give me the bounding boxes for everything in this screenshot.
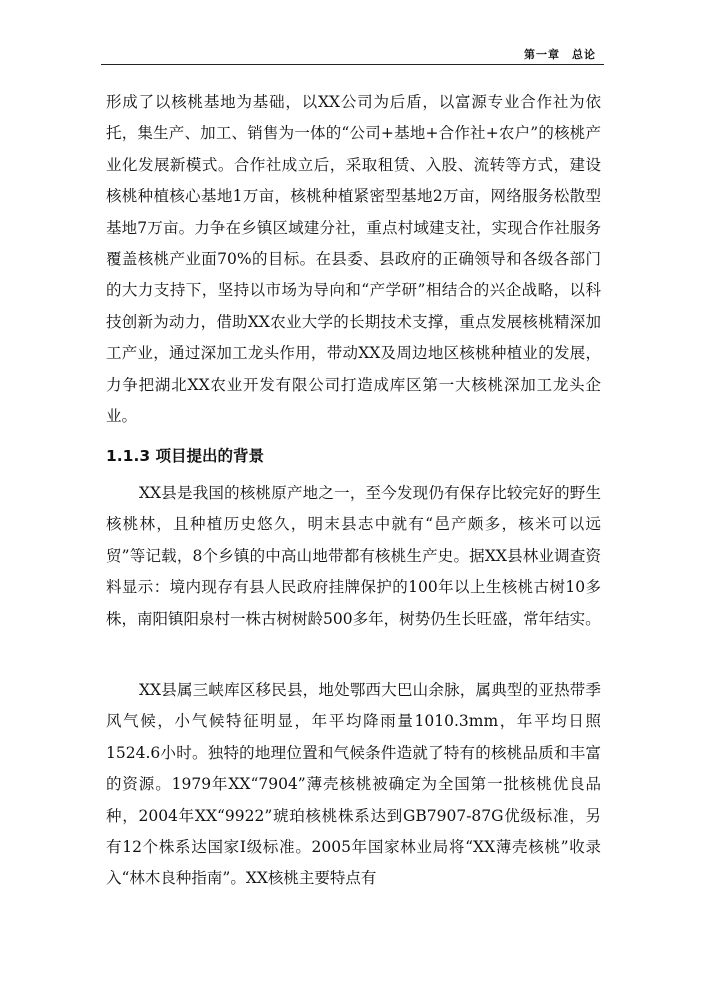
running-header: 第一章 总论 bbox=[524, 48, 596, 61]
section-heading: 1.1.3 项目提出的背景 bbox=[106, 447, 265, 465]
paragraph-climate: XX县属三峡库区移民县，地处鄂西大巴山余脉，属典型的亚热带季风气候，小气候特征明显，年平均降雨量1010.3mm，年平均日照1524.6小时。独特的地理位置和气候条件造就了特有的核桃品质和丰富的资源。1979年XX“7904”薄壳核桃被确定为全国第一批核桃优良品种，2004年XX“9922”琥珀核桃株系达到GB7907-87G优级标准，另有12个株系达国家Ⅰ级标准。2005年国家林业局将“XX薄壳核桃”收录入“林木良种指南”。XX核桃主要特点有 bbox=[106, 681, 601, 888]
paragraph-history: XX县是我国的核桃原产地之一，至今发现仍有保存比较完好的野生核桃林，且种植历史悠久，明末县志中就有“邑产颇多，核米可以远贸”等记载，8个乡镇的中高山地带都有核桃生产史。据XX县林业调查资料显示：境内现存有县人民政府挂牌保护的100年以上生核桃古树10多株，南阳镇阳泉村一株古树树龄500多年，树势仍生长旺盛，常年结实。 bbox=[106, 484, 601, 628]
header-divider bbox=[101, 64, 604, 65]
paragraph-intro: 形成了以核桃基地为基础，以XX公司为后盾，以富源专业合作社为依托，集生产、加工、销售为一体的“公司+基地+合作社+农户”的核桃产业化发展新模式。合作社成立后，采取租赁、入股、流转等方式，建设核桃种植核心基地1万亩，核桃种植紧密型基地2万亩，网络服务松散型基地7万亩。力争在乡镇区域建分社，重点村域建支社，实现合作社服务覆盖核桃产业面70%的目标。在县委、县政府的正确领导和各级各部门的大力支持下，坚持以市场为导向和“产学研”相结合的兴企战略，以科技创新为动力，借助XX农业大学的长期技术支撑，重点发展核桃精深加工产业，通过深加工龙头作用，带动XX及周边地区核桃种植业的发展，力争把湖北XX农业开发有限公司打造成库区第一大核桃深加工龙头企业。 bbox=[106, 93, 601, 426]
